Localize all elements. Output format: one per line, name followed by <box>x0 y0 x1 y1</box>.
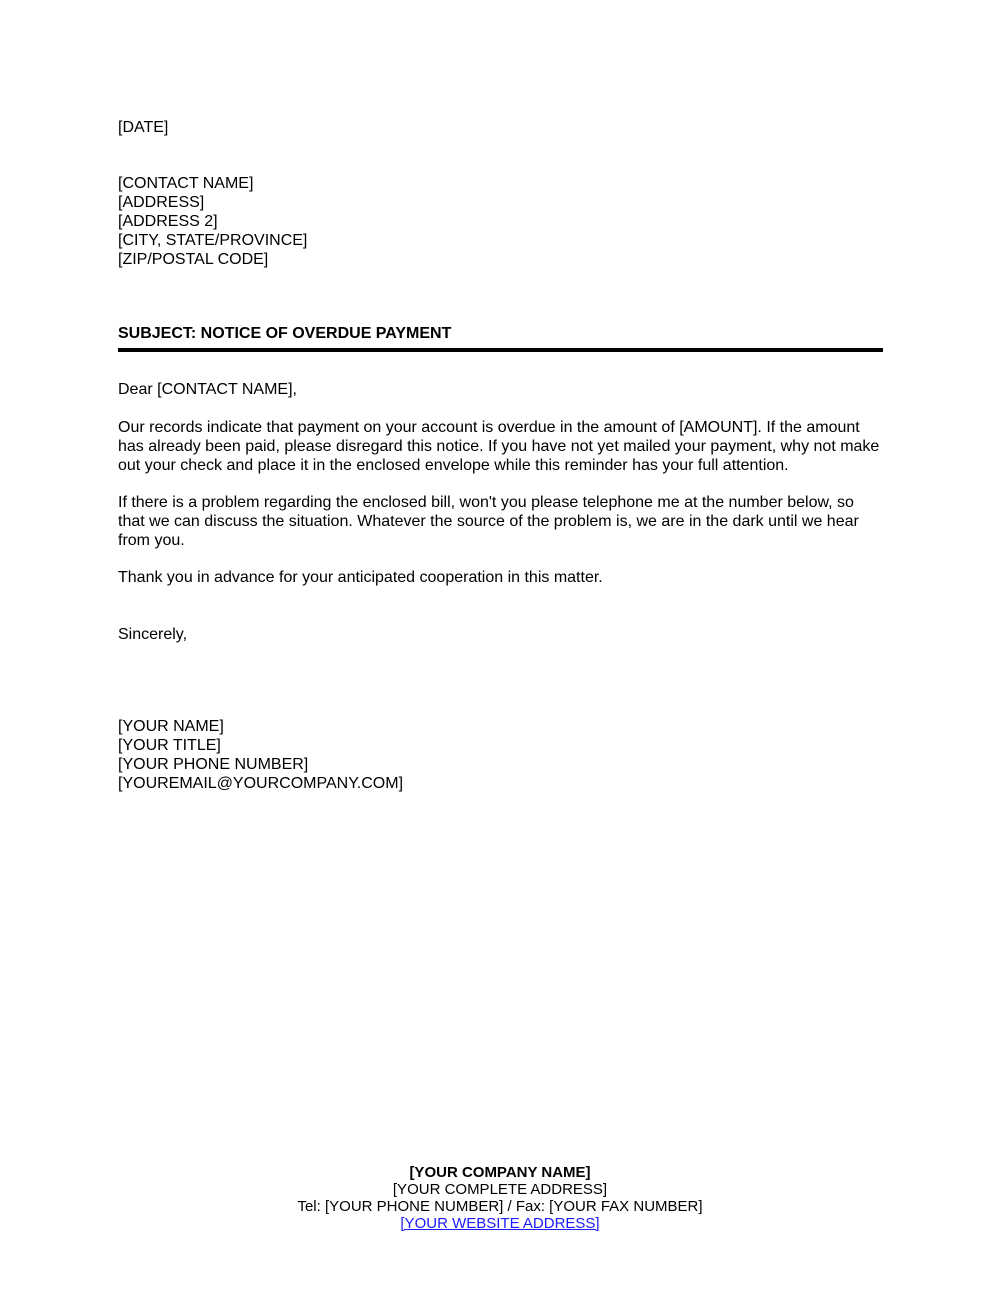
letter-date <box>118 118 884 137</box>
footer-company-name: [YOUR COMPANY NAME] <box>409 1164 591 1181</box>
closing <box>118 625 884 644</box>
letterhead-footer <box>200 1164 800 1232</box>
footer-address: [YOUR COMPLETE ADDRESS] <box>392 1181 608 1198</box>
date-text: [DATE] <box>118 119 169 136</box>
recipient-zip: [ZIP/POSTAL CODE] <box>118 251 269 268</box>
footer-website-link[interactable]: [YOUR WEBSITE ADDRESS] <box>400 1215 600 1232</box>
recipient-address-2: [ADDRESS 2] <box>118 213 218 230</box>
subject-line <box>118 324 884 343</box>
subject-divider <box>118 348 883 352</box>
signature-email: [YOUREMAIL@YOURCOMPANY.COM] <box>118 775 404 792</box>
recipient-contact-name: [CONTACT NAME] <box>118 175 254 192</box>
closing-text: Sincerely, <box>118 626 188 643</box>
body-paragraph-2 <box>118 493 884 550</box>
recipient-city-state: [CITY, STATE/PROVINCE] <box>118 232 308 249</box>
paragraph-text: If there is a problem regarding the enclosed bill, won't you please telephone me at the number below, so that we can discuss the situation. Whatever the source of the problem is, we are in the dark until we hear from you. <box>118 494 859 549</box>
footer-contact: Tel: [YOUR PHONE NUMBER] / Fax: [YOUR FAX NUMBER] <box>297 1198 703 1215</box>
body-paragraph-1 <box>118 418 884 475</box>
body-paragraph-3 <box>118 568 884 587</box>
subject-text: SUBJECT: NOTICE OF OVERDUE PAYMENT <box>118 325 452 342</box>
salutation-text: Dear [CONTACT NAME], <box>118 381 297 398</box>
signature-name: [YOUR NAME] <box>118 718 224 735</box>
signature-phone: [YOUR PHONE NUMBER] <box>118 756 309 773</box>
recipient-address: [ADDRESS] <box>118 194 205 211</box>
paragraph-text: Thank you in advance for your anticipated cooperation in this matter. <box>118 569 603 586</box>
paragraph-text: Our records indicate that payment on your account is overdue in the amount of [AMOUNT]. If the amount has already been paid, please disregard this notice. If you have not yet mailed your payment, why not make out your check and place it in the enclosed envelope while this reminder has your full attention. <box>118 419 880 474</box>
recipient-address-block <box>118 174 884 269</box>
signature-title: [YOUR TITLE] <box>118 737 221 754</box>
signature-block <box>118 717 884 793</box>
salutation <box>118 380 884 399</box>
